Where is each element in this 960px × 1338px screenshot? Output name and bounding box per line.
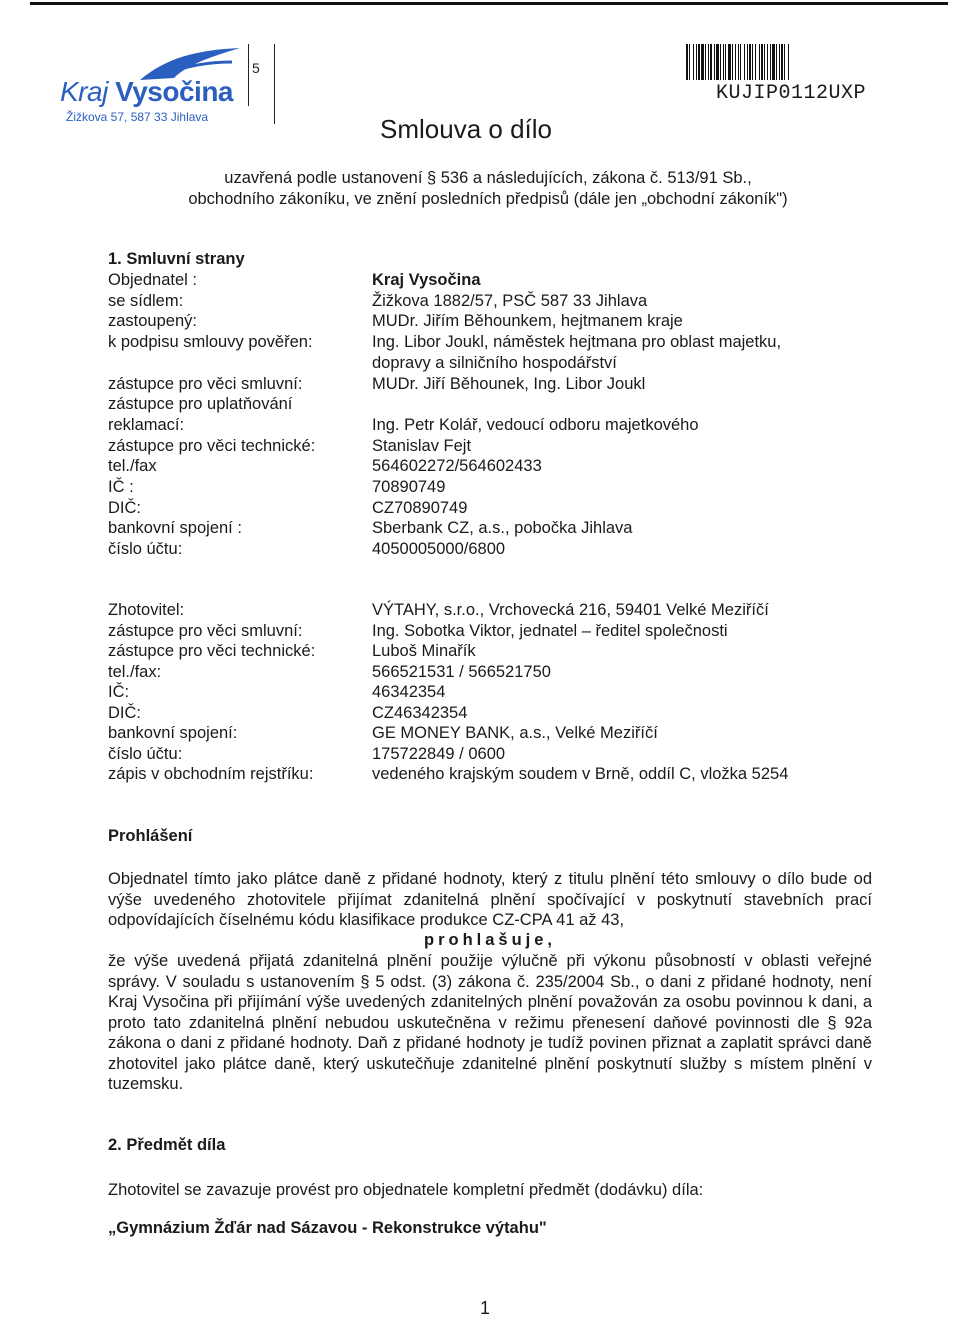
page-number: 1: [480, 1298, 491, 1318]
field-label: zástupce pro věci technické:: [108, 436, 316, 455]
stamp-number: 5: [252, 60, 260, 76]
field-label: zastoupený:: [108, 312, 197, 331]
field-label: IČ:: [108, 683, 130, 701]
header-divider: [248, 44, 249, 106]
document-title: Smlouva o dílo: [380, 114, 552, 144]
header-divider: [274, 44, 275, 124]
logo-name: [60, 76, 233, 108]
intro-line: obchodního zákoníku, ve znění posledních předpisů (dále jen „obchodní zákoník"): [188, 190, 788, 208]
field-value: dopravy a silničního hospodářství: [372, 353, 617, 372]
logo-name-prefix: Kraj: [60, 76, 108, 107]
field-value: VÝTAHY, s.r.o., Vrchovecká 216, 59401 Velké Meziříčí: [372, 601, 769, 619]
field-value: Kraj Vysočina: [372, 271, 481, 289]
field-value: 175722849 / 0600: [372, 744, 506, 763]
intro-text: [108, 168, 868, 210]
field-value: Sberbank CZ, a.s., pobočka Jihlava: [372, 519, 633, 538]
field-label: DIČ:: [108, 703, 141, 722]
document-id: KUJIP0112UXP: [716, 82, 867, 105]
section-heading: 1. Smluvní strany: [108, 250, 245, 268]
field-label: tel./fax: [108, 457, 157, 476]
field-value: CZ70890749: [372, 498, 468, 517]
barcode-icon: [686, 44, 908, 80]
field-value: CZ46342354: [372, 703, 468, 722]
field-label: IČ :: [108, 478, 134, 496]
field-label: DIČ:: [108, 498, 141, 517]
field-value: Stanislav Fejt: [372, 436, 472, 455]
logo-address: Žižkova 57, 587 33 Jihlava: [66, 110, 209, 124]
field-value: Luboš Minařík: [372, 642, 476, 660]
field-value: Žižkova 1882/57, PSČ 587 33 Jihlava: [372, 291, 648, 310]
field-label: číslo účtu:: [108, 540, 183, 559]
field-value: GE MONEY BANK, a.s., Velké Meziříčí: [372, 724, 658, 742]
logo-name-main: Vysočina: [115, 76, 233, 107]
barcode-bar: [789, 44, 791, 80]
field-label: zástupce pro uplatňování: [108, 395, 293, 414]
field-label: zástupce pro věci technické:: [108, 642, 316, 660]
subject-title: „Gymnázium Žďár nad Sázavou - Rekonstrukce výtahu": [108, 1219, 547, 1237]
field-label: Zhotovitel:: [108, 601, 185, 619]
field-value: 564602272/564602433: [372, 457, 542, 476]
declaration-statement: prohlašuje,: [423, 931, 557, 949]
field-value: Ing. Sobotka Viktor, jednatel – ředitel společnosti: [372, 621, 728, 640]
declaration-paragraph: že výše uvedená přijatá zdanitelná plnění použije výlučně při výkonu působností v oblasti veřejné správy. V souladu s ustanovením § 5 odst. (3) zákona č. 235/2004 Sb., o dani z přidané hodnoty, není Kraj Vysočina při přijímání výše uvedených zdanitelných plnění považován za osobu povinnou k dani, a proto tato zdanitelná plnění nebudou uskutečněna v režimu přenesení daňové povinnosti dle § 92a zákona o dani z přidané hodnoty. Daň z přidané hodnoty je tudíž povinen přiznat a zaplatit správci daně zhotovitel jako plátce daně, který uskutečňuje zdanitelné plnění poskytnutí služby s místem plnění v tuzemsku.: [108, 952, 872, 1093]
field-value: 46342354: [372, 683, 446, 701]
declaration-paragraph: Objednatel tímto jako plátce daně z přidané hodnoty, který z titulu plnění této smlouvy o dílo bude od výše uvedeného zhotovitele přijímat zdanitelná plnění spočívající v poskytnutí stavebních prací odpovídajících číselnému kódu klasifikace produkce CZ-CPA 41 až 43,: [108, 870, 872, 929]
field-label: zápis v obchodním rejstříku:: [108, 765, 314, 783]
field-label: zástupce pro věci smluvní:: [108, 621, 303, 640]
field-value: Ing. Petr Kolář, vedoucí odboru majetkového: [372, 415, 699, 434]
top-rule: [30, 2, 948, 5]
field-value: vedeného krajským soudem v Brně, oddíl C, vložka 5254: [372, 765, 789, 783]
field-value: MUDr. Jiřím Běhounkem, hejtmanem kraje: [372, 312, 683, 331]
field-label: se sídlem:: [108, 291, 184, 310]
field-value: Ing. Libor Joukl, náměstek hejtmana pro oblast majetku,: [372, 333, 782, 352]
field-label: zástupce pro věci smluvní:: [108, 374, 303, 393]
field-label: bankovní spojení :: [108, 519, 242, 538]
field-value: MUDr. Jiří Běhounek, Ing. Libor Joukl: [372, 374, 646, 393]
field-label: číslo účtu:: [108, 744, 183, 763]
field-label: reklamací:: [108, 415, 185, 434]
subject-intro: Zhotovitel se zavazuje provést pro objednatele kompletní předmět (dodávku) díla:: [108, 1181, 704, 1199]
field-value: 4050005000/6800: [372, 540, 506, 559]
declaration-heading: Prohlášení: [108, 827, 193, 845]
kraj-vysocina-logo: [60, 44, 240, 134]
field-label: k podpisu smlouvy pověřen:: [108, 333, 313, 352]
field-label: Objednatel :: [108, 271, 197, 289]
field-label: tel./fax:: [108, 662, 162, 681]
section-heading: 2. Předmět díla: [108, 1136, 226, 1154]
field-value: 566521531 / 566521750: [372, 662, 551, 681]
field-label: bankovní spojení:: [108, 724, 238, 742]
intro-line: uzavřená podle ustanovení § 536 a následujících, zákona č. 513/91 Sb.,: [224, 169, 752, 187]
field-value: 70890749: [372, 478, 446, 496]
